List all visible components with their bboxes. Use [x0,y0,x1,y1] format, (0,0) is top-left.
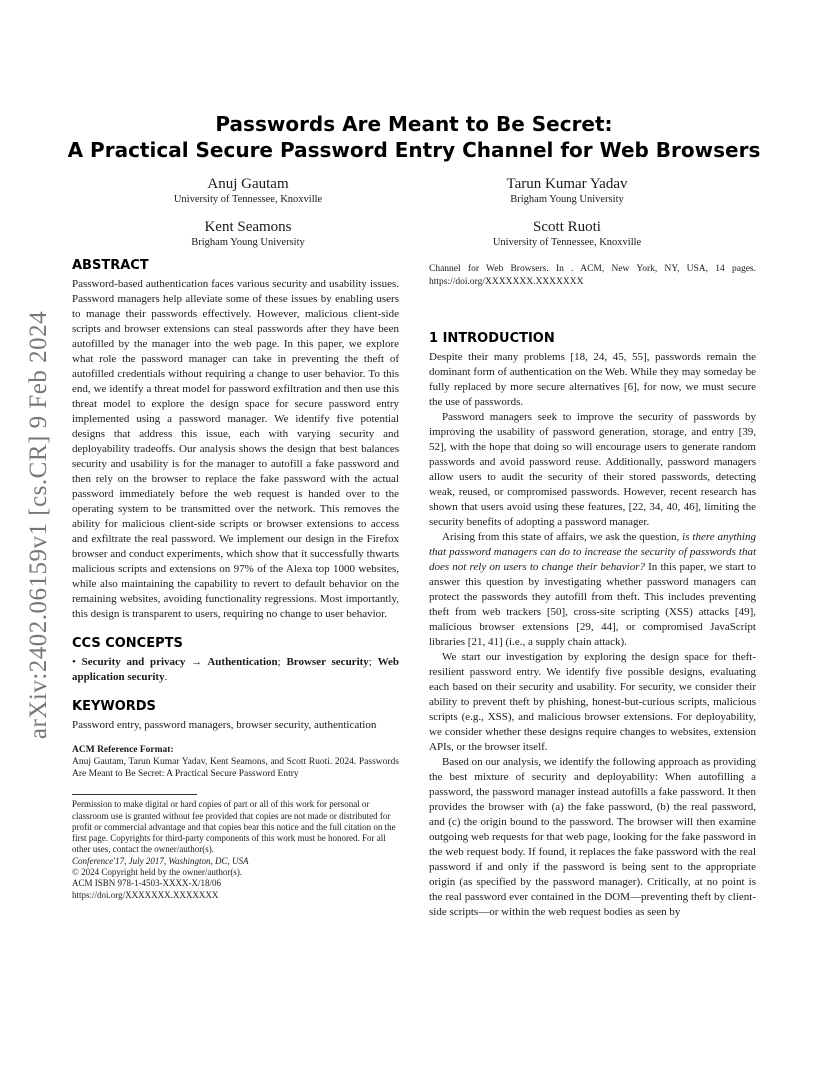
footnote-rule [72,794,197,795]
intro-paragraph-2: Password managers seek to improve the security of passwords by improving the usability of password generation, storage, and entry [39, 52], with the hope that doing so will encourage users to generate random passwords and avoid password reuse. Additionally, password managers allow users to audit the security of their stored passwords, detecting weak, reused, or compromised passwords. However, recent research has shown that users avoid using these features, [22, 34, 40, 46], limiting the security benefits of adopting a password manager. [429,411,756,528]
ccs-item-authentication: Authentication [207,656,278,668]
right-column [429,263,756,920]
ccs-item-security: Security and privacy [81,656,186,668]
arxiv-id-text: arXiv:2402.06159v1 [cs.CR] 9 Feb 2024 [25,310,53,740]
keywords-heading: KEYWORDS [72,699,156,714]
ccs-separator: ; [368,656,372,668]
acm-ref-heading: ACM Reference Format: [72,745,174,755]
author-affiliation: Brigham Young University [191,237,305,248]
author-name: Scott Ruoti [533,219,601,235]
author-name: Anuj Gautam [207,176,289,192]
footnote-block [72,794,399,901]
author-affiliation: University of Tennessee, Knoxville [492,237,642,248]
author-block-1 [78,175,418,207]
ccs-item-web-app-security: Web application security [72,656,400,683]
isbn-line: ACM ISBN 978-1-4503-XXXX-X/18/06 [72,878,221,889]
author-affiliation: University of Tennessee, Knoxville [173,194,323,205]
ccs-bullet: • [72,656,76,668]
intro-paragraph-4: We start our investigation by exploring the design space for theft-resilient password entry. We identify five possible designs, evaluating each based on their security and usability. For security, we consider their ability to prevent theft by phishing, honest-but-curious scripts, malicious scripts (e.g., XSS), and malicious browser extensions. For deployability, we consider whether these designs require changes to websites, extension APIs, or the browser itself. [429,651,756,753]
author-affiliation: Brigham Young University [510,194,624,205]
p3-question: is there anything that password managers can do to increase the security of passwords that does not rely on users to change their behavior? [429,531,756,573]
intro-paragraph-5: Based on our analysis, we identify the following approach as providing the best mixture of security and deployability: When autofilling a password, the password manager instead autofills a fake password. It then provides the browser with (a) the fake password, (b) the real password, and (c) the origin bound to the password. The browser will then examine outgoing web requests for that web page, looking for the fake password in the web request body. If found, it replaces the fake password with the real password if and only if the password is being sent to the appropriate origin (as specified by the password manager). Critically, at no point is the real password ever contained in the DOM—preventing theft by client-side scripts—or within the web request bodies as seen by [429,756,756,918]
author-block-2 [397,175,737,207]
p3-text-a: Arising from this state of affairs, we ask the question, [442,531,683,543]
acm-ref-continuation: Channel for Web Browsers. In . ACM, New York, NY, USA, 14 pages. https://doi.org/XXXXXXX.XXXXXXX [429,264,756,287]
permission-notice: Permission to make digital or hard copies of part or all of this work for personal or classroom use is granted without fee provided that copies are not made or distributed for profit or commercial advantage and that copies bear this notice and the full citation on the first page. Copyrights for third-party components of this work must be honored. For all other uses, contact the owner/author(s). [72,799,396,855]
intro-paragraph-3 [429,530,756,650]
abstract-text: Password-based authentication faces various security and usability issues. Password managers help alleviate some of these issues by enabling users to manage their passwords effectively. However, malicious client-side scripts and browser extensions can steal passwords after they have been autofilled by the manager into the web page. In this paper, we explore what role the password manager can take in preventing the theft of autofilled credentials without requiring a change to user behavior. To this end, we identify a threat model for password exfiltration and then use this threat model to explore the design space for secure password entry implemented using a password manager. We identify five potential designs that address this issue, each with varying security and deployability tradeoffs. Our analysis shows the design that best balances security and usability is for the manager to autofill a fake password and then rely on the browser to replace the fake password with the actual password immediately before the web request is handed over to the operating system to be transmitted over the network. This removes the ability for malicious client-side scripts or browser extensions to access and exfiltrate the real password. We implement our design in the Firefox browser and conduct experiments, which show that it successfully thwarts malicious scripts and extensions on 97% of the Alexa top 1000 websites, while also maintaining the capability to revert to default behavior on the remaining websites, avoiding functionality regressions. Most importantly, this design is transparent to users, requiring no change to user behavior. [72,278,399,620]
p3-text-b: In this paper, we start to answer this question by investigating whether password managers can protect the passwords they autofill from theft. This includes preventing theft from web trackers [50], cross-site scripting (XSS) attacks [49], malicious browser extensions [29, 44], or compromised JavaScript libraries [21, 41] (i.e., a supply chain attack). [429,561,756,648]
introduction-heading: 1 INTRODUCTION [429,331,555,346]
intro-paragraph-1: Despite their many problems [18, 24, 45, 55], passwords remain the dominant form of authentication on the Web. While they may someday be fully replaced by more secure alternatives [6], for now, we must secure the use of passwords. [429,351,756,408]
paper-title [0,111,828,163]
left-column [72,258,399,901]
copyright-line: © 2024 Copyright held by the owner/author(s). [72,867,243,878]
conference-info: Conference'17, July 2017, Washington, DC, USA [72,855,249,866]
title-line-2: A Practical Secure Password Entry Channel for Web Browsers [67,138,761,162]
keywords-text: Password entry, password managers, browser security, authentication [72,719,377,731]
ccs-concepts [72,655,399,685]
author-name: Kent Seamons [204,219,292,235]
author-name: Tarun Kumar Yadav [506,176,628,192]
doi-line: https://doi.org/XXXXXXX.XXXXXXX [72,889,219,900]
ccs-arrow: → [185,656,208,668]
abstract-heading: ABSTRACT [72,258,149,273]
arxiv-sidebar-identifier [14,290,64,760]
ccs-item-browser-security: Browser security [286,656,369,668]
author-block-3 [78,218,418,250]
ccs-heading: CCS CONCEPTS [72,636,183,651]
ccs-end: . [164,671,168,683]
acm-ref-text: Anuj Gautam, Tarun Kumar Yadav, Kent Seamons, and Scott Ruoti. 2024. Passwords Are Meant to Be Secret: A Practical Secure Password Entry [72,757,399,780]
author-block-4 [397,218,737,250]
title-line-1: Passwords Are Meant to Be Secret: [215,112,613,136]
ccs-separator: ; [277,656,287,668]
